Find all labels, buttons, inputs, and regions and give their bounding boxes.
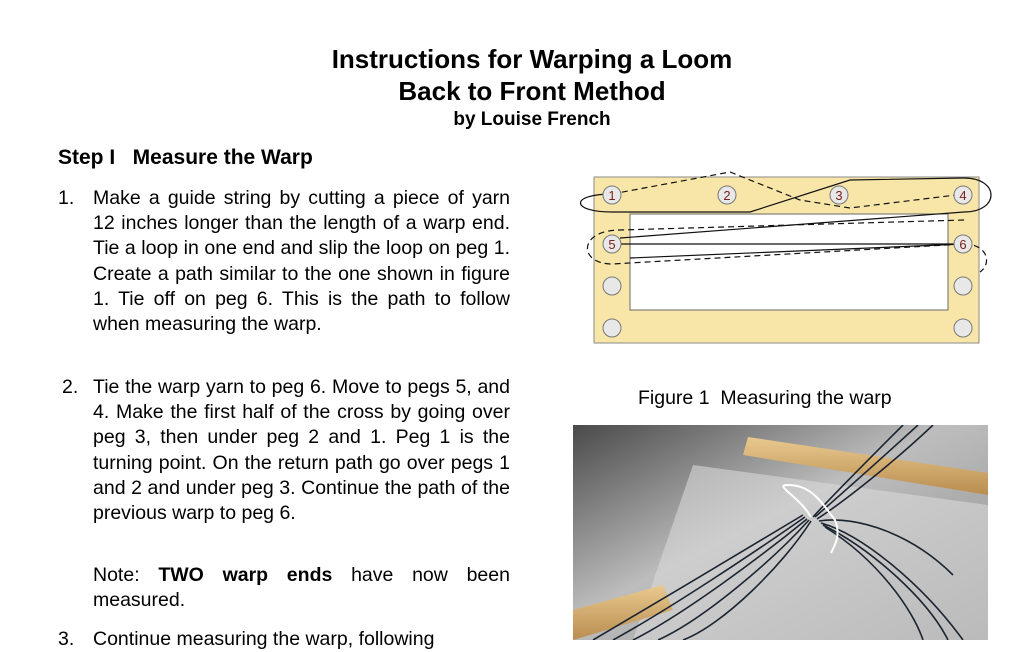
list-item-text: Tie the warp yarn to peg 6. Move to pegs 5, and 4. Make the first half of the cross by going over peg 3, then under peg 2 and 1. Peg 1 is the turning point. On the return path go over pegs 1 and 2 and under peg 3. Continue the path of the previous warp to peg 6. — [93, 376, 510, 525]
peg — [603, 277, 621, 295]
warping-board-opening — [630, 214, 948, 310]
list-item-text: Make a guide string by cutting a piece of yarn 12 inches longer than the length of a warp end. Tie a loop in one end and slip the loop on peg 1. Create a path similar to the one shown in figure 1. Tie off on peg 6. This is the path to follow when measuring the warp. — [93, 187, 510, 336]
peg — [603, 319, 621, 337]
figure-caption: Figure 1 Measuring the warp — [638, 387, 892, 409]
note-emphasis: TWO warp ends — [158, 564, 333, 586]
author-byline: by Louise French — [453, 109, 611, 130]
note-suffix: have now been measured. — [93, 564, 510, 612]
peg — [954, 277, 972, 295]
peg — [954, 319, 972, 337]
peg-label: 4 — [959, 188, 967, 203]
warp-chain-photo — [573, 425, 988, 640]
peg-label: 3 — [835, 188, 843, 203]
list-item-text: Continue measuring the warp, following — [93, 628, 435, 650]
warping-board-diagram — [560, 160, 1000, 350]
list-item — [58, 375, 510, 526]
document-subtitle: Back to Front Method — [398, 76, 666, 106]
note-paragraph — [93, 563, 510, 613]
peg-label: 5 — [608, 237, 616, 252]
step-heading: Step I Measure the Warp — [58, 146, 313, 169]
document-title: Instructions for Warping a Loom — [331, 44, 733, 74]
peg-label: 1 — [608, 188, 616, 203]
peg-label: 6 — [959, 237, 967, 252]
list-item — [58, 186, 510, 337]
peg-label: 2 — [723, 188, 731, 203]
list-item-number: 1. — [58, 187, 75, 209]
note-prefix: Note: — [93, 564, 159, 586]
list-item-number: 3. — [58, 628, 75, 650]
list-item-number: 2. — [62, 376, 79, 398]
